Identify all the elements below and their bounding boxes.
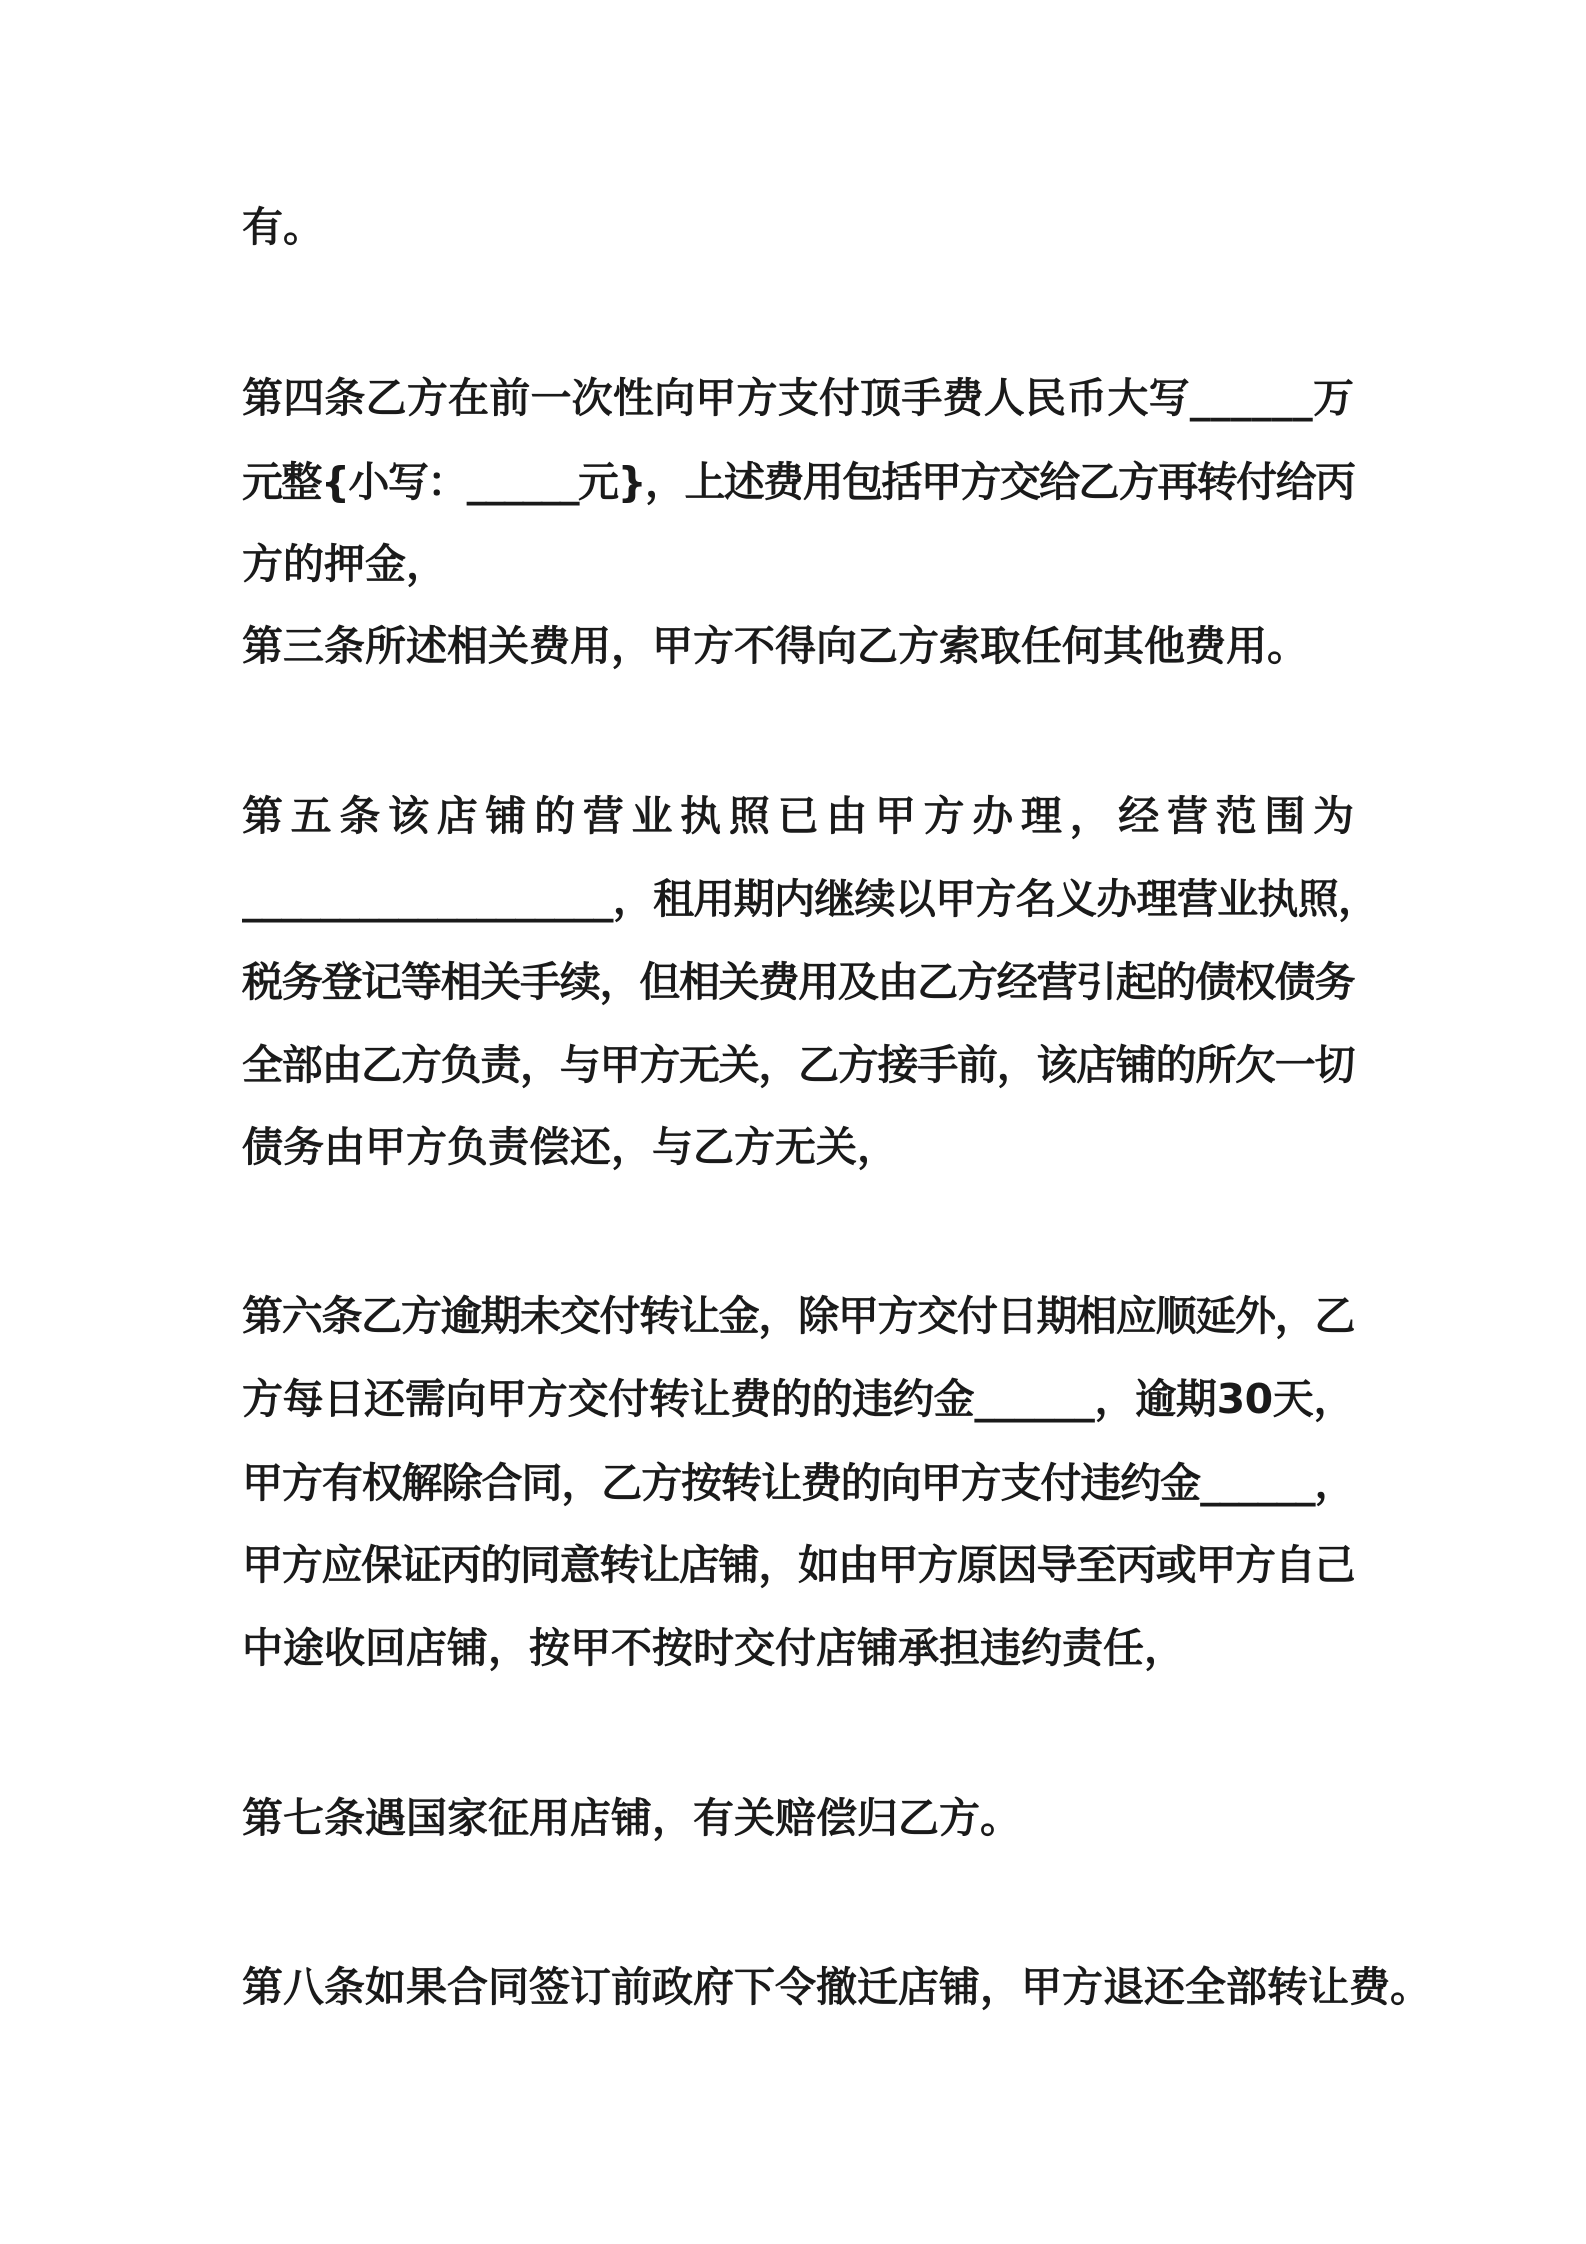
text-line: 方每日还需向甲方交付转让费的的违约金______，逾期30天， — [242, 1375, 1354, 1423]
text-line: 甲方有权解除合同，乙方按转让费的向甲方支付违约金______， — [242, 1459, 1354, 1507]
text-line: 中途收回店铺，按甲不按时交付店铺承担违约责任， — [242, 1624, 1185, 1672]
text-line: 甲方应保证丙的同意转让店铺，如由甲方原因导至丙或甲方自己 — [242, 1541, 1354, 1589]
text-line: 第六条乙方逾期未交付转让金，除甲方交付日期相应顺延外，乙 — [242, 1292, 1354, 1340]
text-line: 全部由乙方负责，与甲方无关，乙方接手前，该店铺的所欠一切 — [242, 1041, 1354, 1089]
text-line: 方的押金， — [242, 540, 447, 588]
text-line: 有。 — [242, 203, 324, 251]
text-line: 第五条该店铺的营业执照已由甲方办理，经营范围为 — [242, 792, 1354, 840]
text-line: 第四条乙方在前一次性向甲方支付顶手费人民币大写______万 — [242, 374, 1354, 422]
text-line: 第三条所述相关费用，甲方不得向乙方索取任何其他费用。 — [242, 622, 1308, 670]
text-line: 债务由甲方负责偿还，与乙方无关， — [242, 1123, 898, 1171]
text-line: 第八条如果合同签订前政府下令撤迁店铺，甲方退还全部转让费。 — [242, 1963, 1431, 2011]
text-line: 元整{小写：______元}，上述费用包括甲方交给乙方再转付给丙 — [242, 458, 1354, 506]
text-line: 第七条遇国家征用店铺，有关赔偿归乙方。 — [242, 1794, 1021, 1842]
text-line: 税务登记等相关手续，但相关费用及由乙方经营引起的债权债务 — [242, 958, 1354, 1006]
text-line: ___________________，租用期内继续以甲方名义办理营业执照， — [242, 875, 1378, 923]
